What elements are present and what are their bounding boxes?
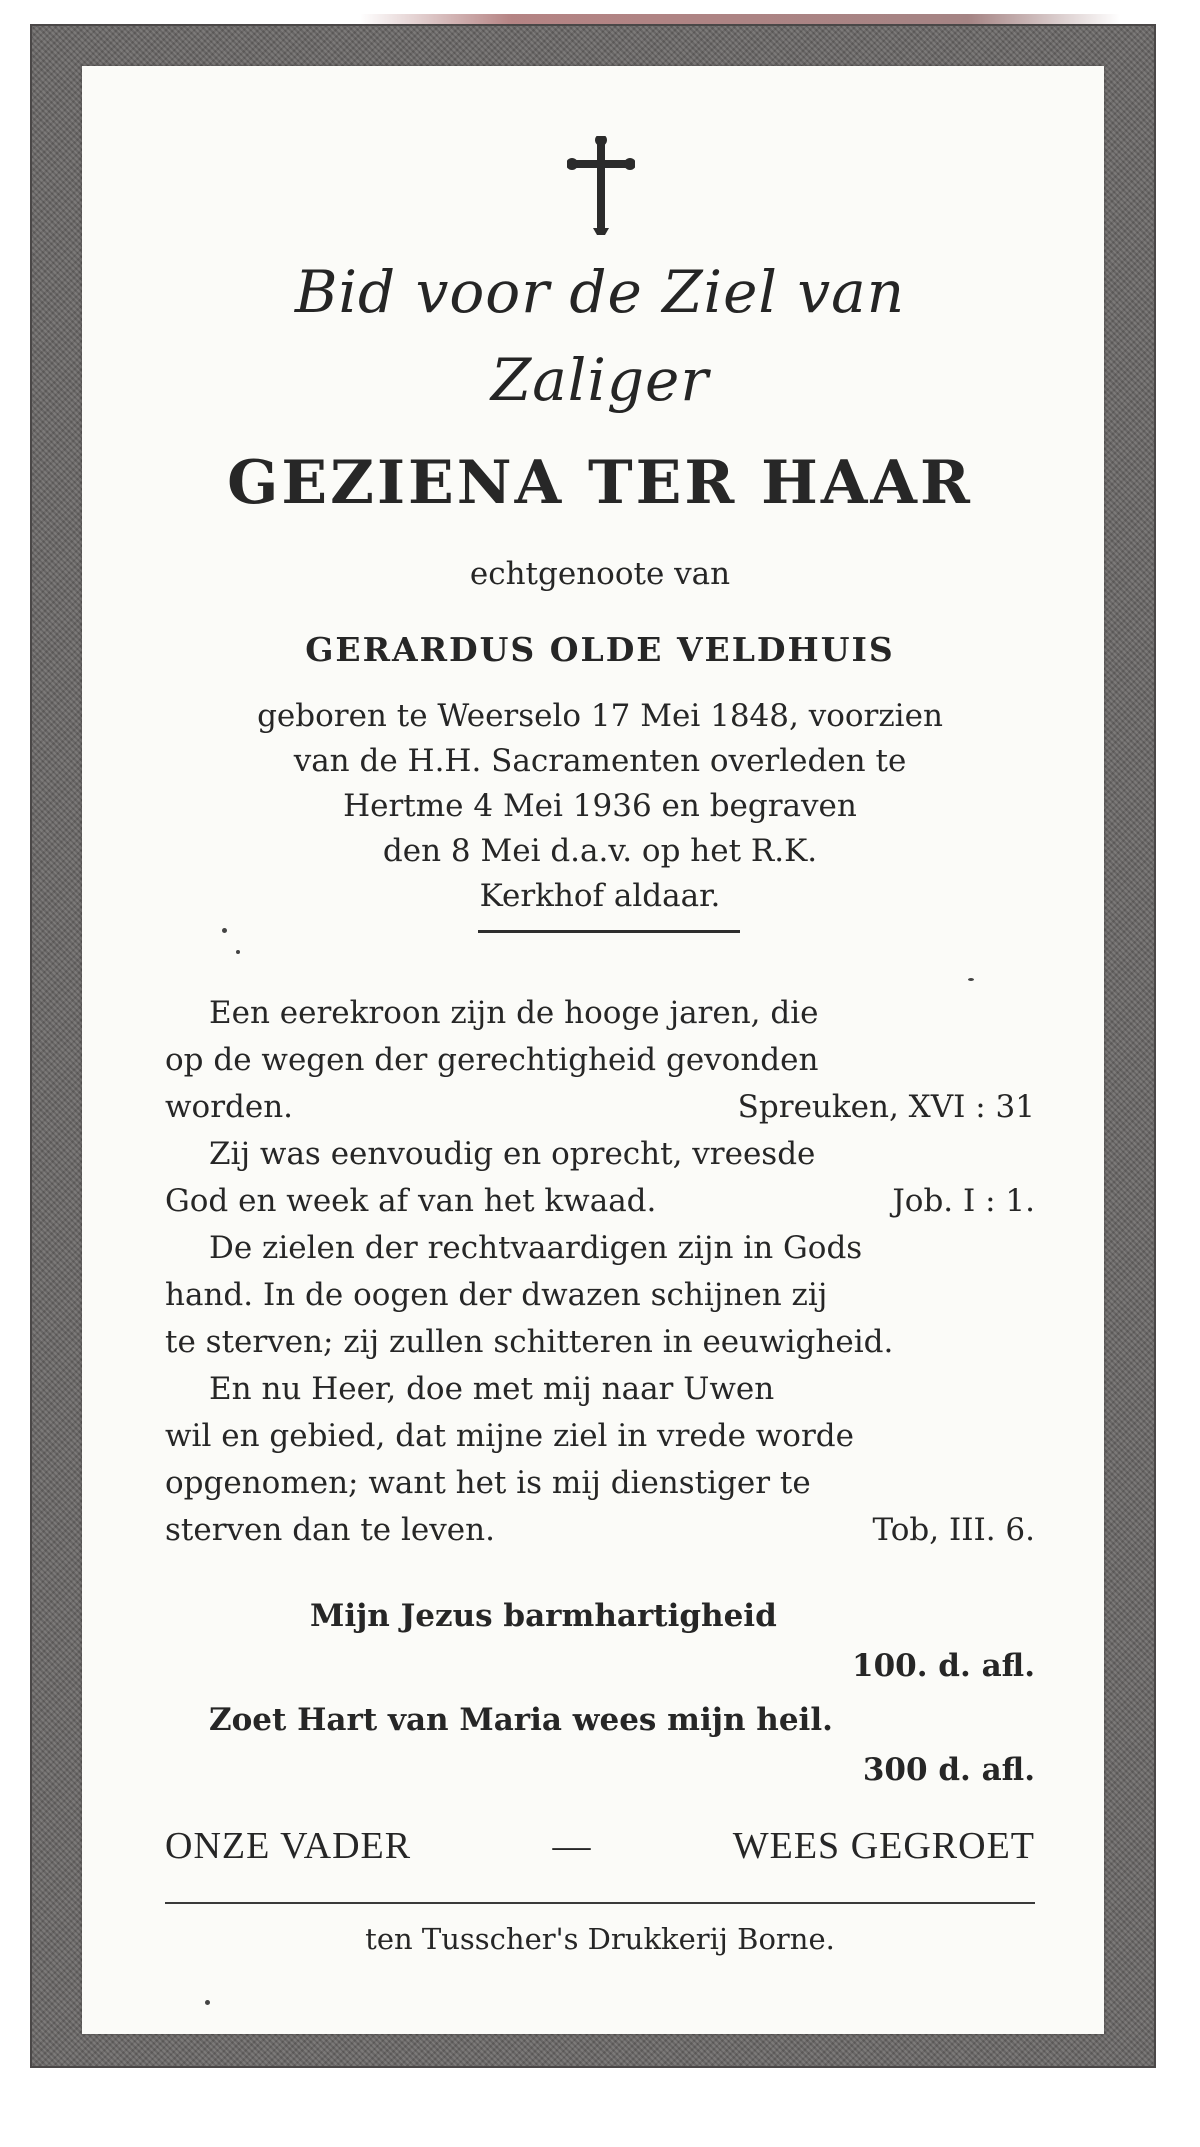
bio-line: van de H.H. Sacramenten overleden te: [293, 743, 907, 779]
quote-line: [165, 1178, 1035, 1225]
quote-line: [165, 1366, 1035, 1413]
cross-icon: [567, 136, 635, 236]
spouse-label: echtgenoote van: [469, 556, 731, 592]
quote-text: En nu Heer, doe met mij naar Uwen: [209, 1371, 775, 1407]
printer-credit: ten Tusscher's Drukkerij Borne.: [365, 1922, 835, 1956]
bio-line: Kerkhof aldaar.: [479, 878, 721, 914]
spouse-name: GERARDUS OLDE VELDHUIS: [305, 630, 895, 669]
paper-speck: [222, 928, 227, 933]
indulgence-value-2: 300 d. afl.: [862, 1752, 1035, 1788]
quote-line: [165, 1037, 1035, 1084]
indulgence-value-1: 100. d. afl.: [852, 1648, 1035, 1684]
quote-text: hand. In de oogen der dwazen schijnen zij: [165, 1277, 828, 1313]
indulgence-prayer-2: Zoet Hart van Maria wees mijn heil.: [209, 1702, 833, 1738]
quote-text: God en week af van het kwaad.: [165, 1183, 657, 1219]
quote-reference: Job. I : 1.: [892, 1183, 1035, 1219]
quote-text: sterven dan te leven.: [165, 1512, 495, 1548]
section-divider: [478, 930, 740, 933]
deceased-name: GEZIENA TER HAAR: [227, 448, 973, 518]
quote-line: [165, 990, 1035, 1037]
quote-text: Een eerekroon zijn de hooge jaren, die: [209, 995, 819, 1031]
prayer-dash: —: [552, 1825, 592, 1867]
scripture-quotes: [165, 990, 1035, 1554]
biography-text: [150, 694, 1050, 919]
quote-line: [165, 1272, 1035, 1319]
quote-text: opgenomen; want het is mij dienstiger te: [165, 1465, 811, 1501]
quote-text: Zij was eenvoudig en oprecht, vreesde: [209, 1136, 816, 1172]
quote-line: [165, 1225, 1035, 1272]
bio-line: den 8 Mei d.a.v. op het R.K.: [382, 833, 818, 869]
heading-line-2: Zaliger: [490, 346, 710, 414]
quote-line: [165, 1084, 1035, 1131]
indulgence-prayer-1: Mijn Jezus barmhartigheid: [310, 1598, 777, 1634]
quote-reference: Spreuken, XVI : 31: [737, 1089, 1035, 1125]
quote-line: [165, 1319, 1035, 1366]
quote-text: De zielen der rechtvaardigen zijn in Gods: [209, 1230, 863, 1266]
quote-reference: Tob, III. 6.: [872, 1512, 1035, 1548]
paper-speck: [968, 978, 974, 981]
quote-text: op de wegen der gerechtigheid gevonden: [165, 1042, 819, 1078]
quote-line: [165, 1507, 1035, 1554]
paper-speck: [236, 950, 240, 954]
quote-line: [165, 1460, 1035, 1507]
bio-line: Hertme 4 Mei 1936 en begraven: [343, 788, 857, 824]
footer-divider: [165, 1902, 1035, 1904]
quote-text: te sterven; zij zullen schitteren in eeuwigheid.: [165, 1324, 894, 1360]
quote-text: worden.: [165, 1089, 294, 1125]
closing-prayers: [165, 1824, 1035, 1868]
card-edge-stain: [360, 14, 1120, 24]
quote-line: [165, 1413, 1035, 1460]
bio-line: geboren te Weerselo 17 Mei 1848, voorzien: [257, 698, 943, 734]
quote-text: wil en gebied, dat mijne ziel in vrede worde: [165, 1418, 854, 1454]
quote-line: [165, 1131, 1035, 1178]
heading-line-1: Bid voor de Ziel van: [294, 258, 906, 326]
prayer-hail-mary: WEES GEGROET: [732, 1825, 1035, 1867]
paper-speck: [205, 2000, 210, 2005]
prayer-our-father: ONZE VADER: [165, 1825, 412, 1867]
